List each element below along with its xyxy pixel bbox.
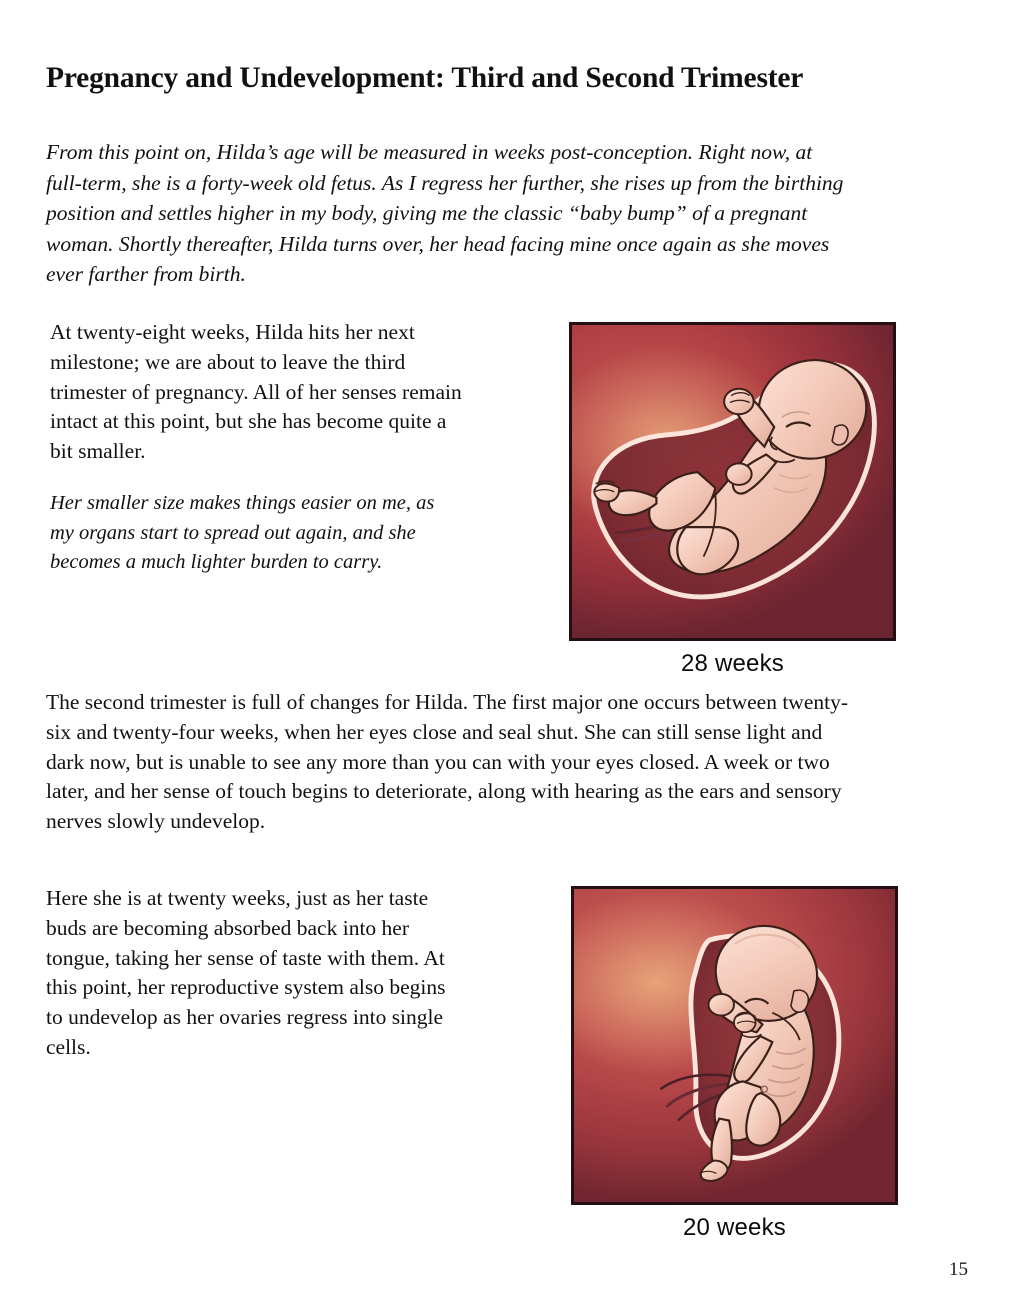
paragraph-twenty-weeks: Here she is at twenty weeks, just as her taste buds are becoming absorbed back into her tongue, taking her sense of taste with them. At this point, her reproductive system also begins to undevelop as her ovaries regress into single cells.	[46, 886, 446, 1059]
fetus-ear-20	[791, 990, 808, 1012]
fetus-fist-20	[708, 994, 734, 1016]
figure-28-weeks-caption: 28 weeks	[681, 650, 784, 677]
paragraph-twenty-eight-weeks: At twenty-eight weeks, Hilda hits her next milestone; we are about to leave the third trimester of pregnancy. All of her senses remain intact at this point, but she has become quite a bit smaller.	[50, 320, 462, 464]
fetus-ear-28	[832, 425, 848, 445]
paragraph-lighter-burden: Her smaller size makes things easier on me, as my organs start to spread out again, and she becomes a much lighter burden to carry.	[50, 492, 435, 573]
figure-20-weeks-caption: 20 weeks	[683, 1214, 786, 1241]
figure-20-weeks	[571, 886, 898, 1242]
paragraph-second-trimester: The second trimester is full of changes for Hilda. The first major one occurs between twenty-six and twenty-four weeks, when her eyes close and seal shut. She can still sense light and dark now, but is unable to see any more than you can with your eyes closed. A week or two later, and her sense of touch begins to deteriorate, along with hearing as the ears and sensory nerves slowly undevelop.	[46, 690, 849, 834]
intro-paragraph: From this point on, Hilda’s age will be measured in weeks post-conception. Right now, at full-term, she is a forty-week old fetus. As I regress her further, she rises up from the birthing position and settles higher in my body, giving me the classic “baby bump” of a pregnant woman. Shortly thereafter, Hilda turns over, her head facing mine once again as she moves ever farther from birth.	[46, 140, 844, 286]
page-number: 15	[949, 1259, 968, 1280]
fetus-illustration-28-weeks	[572, 325, 893, 638]
figure-28-weeks-frame	[569, 322, 896, 641]
fetus-foot-20	[701, 1161, 728, 1181]
fetus-foot-28	[594, 483, 619, 501]
fetus-illustration-20-weeks	[574, 889, 895, 1202]
page-title: Pregnancy and Undevelopment: Third and Second Trimester	[46, 62, 804, 94]
figure-28-weeks	[569, 322, 896, 678]
fetus-hand-28	[726, 463, 752, 485]
figure-20-weeks-frame	[571, 886, 898, 1205]
